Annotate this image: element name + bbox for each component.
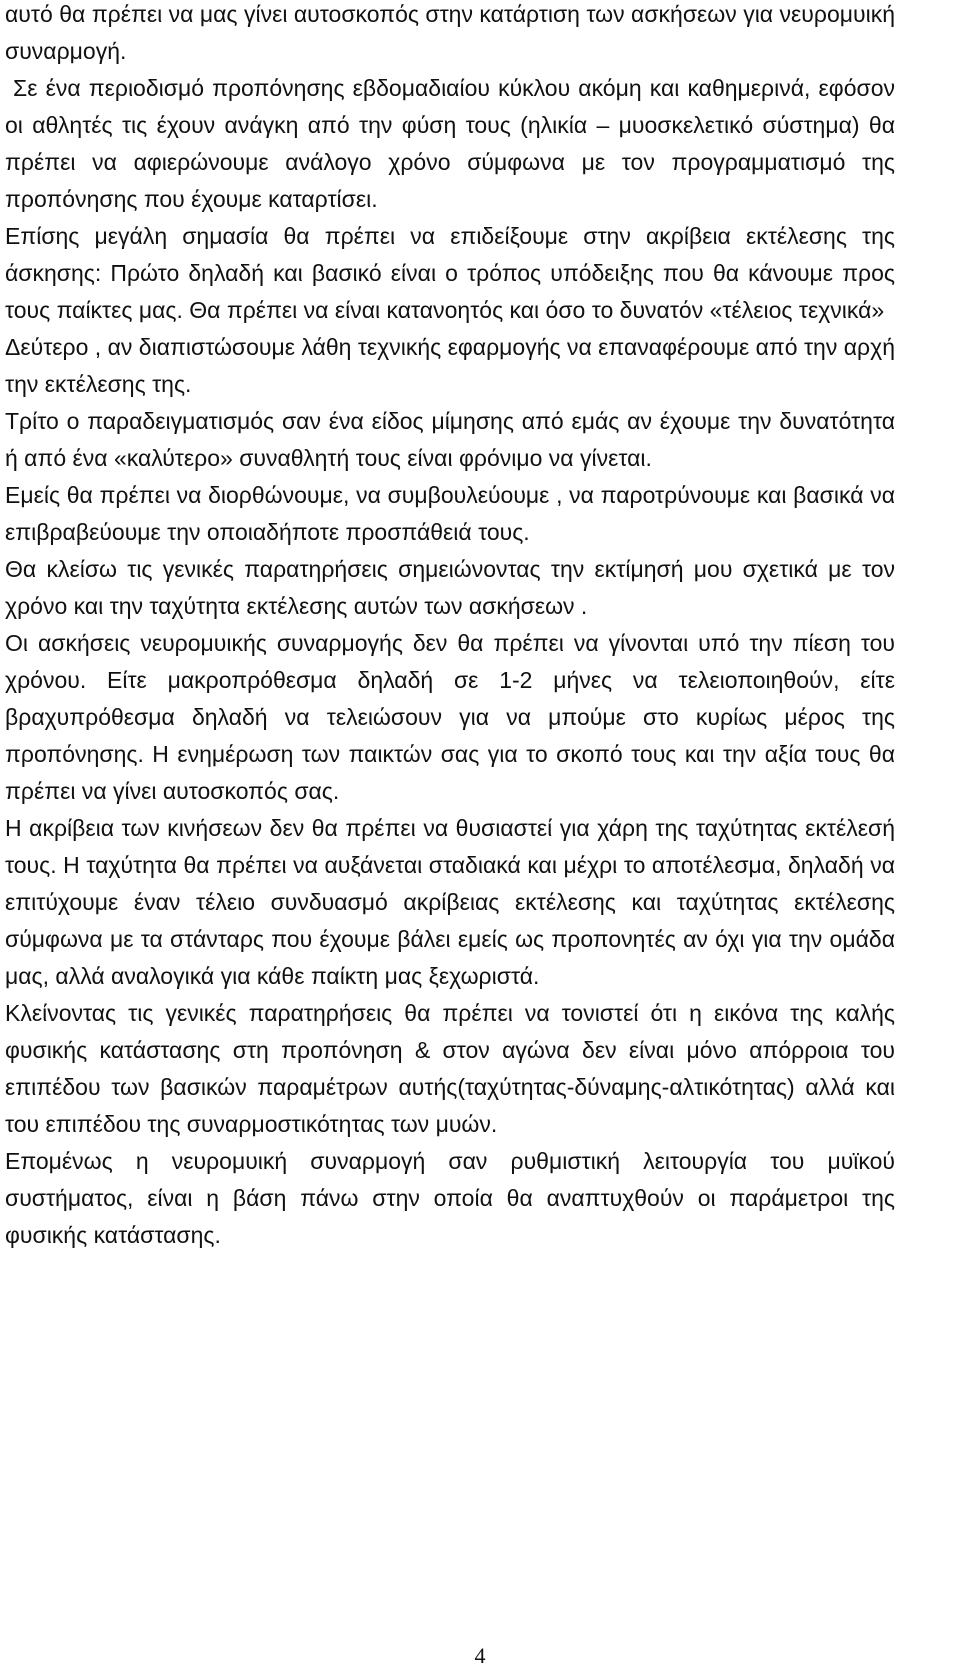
paragraph: Επομένως η νευρομυική συναρμογή σαν ρυθμιστική λειτουργία του μυϊκού συστήματος, είναι η βάση πάνω στην οποία θα αναπτυχθούν οι παράμετροι της φυσικής κατάστασης. bbox=[5, 1148, 895, 1248]
paragraph: Εμείς θα πρέπει να διορθώνουμε, να συμβουλεύουμε , να παροτρύνουμε και βασικά να επιβραβεύουμε την οποιαδήποτε προσπάθειά τους. bbox=[5, 482, 895, 545]
paragraph: Επίσης μεγάλη σημασία θα πρέπει να επιδείξουμε στην ακρίβεια εκτέλεσης της άσκησης: Πρώτο δηλαδή και βασικό είναι ο τρόπος υπόδειξης που θα κάνουμε προς τους παίκτες μας. Θα πρέπει να είναι κατανοητός και όσο το δυνατόν «τέλειος τεχνικά» bbox=[5, 223, 895, 323]
paragraph: Κλείνοντας τις γενικές παρατηρήσεις θα πρέπει να τονιστεί ότι η εικόνα της καλής φυσικής κατάστασης στη προπόνηση & στον αγώνα δεν είναι μόνο απόρροια του επιπέδου των βασικών παραμέτρων αυτής(ταχύτητας-δύναμης-αλτικότητας) αλλά και του επιπέδου της συναρμοστικότητας των μυών. bbox=[5, 1000, 895, 1137]
paragraph: Τρίτο ο παραδειγματισμός σαν ένα είδος μίμησης από εμάς αν έχουμε την δυνατότητα ή από ένα «καλύτερο» συναθλητή τους είναι φρόνιμο να γίνεται. bbox=[5, 408, 895, 471]
paragraph: αυτό θα πρέπει να μας γίνει αυτοσκοπός στην κατάρτιση των ασκήσεων για νευρομυική συναρμογή. bbox=[5, 1, 895, 64]
paragraph: Οι ασκήσεις νευρομυικής συναρμογής δεν θα πρέπει να γίνονται υπό την πίεση του χρόνου. Είτε μακροπρόθεσμα δηλαδή σε 1-2 μήνες να τελειοποιηθούν, είτε βραχυπρόθεσμα δηλαδή να τελειώσουν για να μπούμε στο κυρίως μέρος της προπόνησης. Η ενημέρωση των παικτών σας για το σκοπό τους και την αξία τους θα πρέπει να γίνει αυτοσκοπός σας. bbox=[5, 630, 895, 804]
paragraph: Η ακρίβεια των κινήσεων δεν θα πρέπει να θυσιαστεί για χάρη της ταχύτητας εκτέλεσή τους. Η ταχύτητα θα πρέπει να αυξάνεται σταδιακά και μέχρι το αποτέλεσμα, δηλαδή να επιτύχουμε έναν τέλειο συνδυασμό ακρίβειας εκτέλεσης και ταχύτητας εκτέλεσης σύμφωνα με τα στάνταρς που έχουμε βάλει εμείς ως προπονητές αν όχι για την ομάδα μας, αλλά αναλογικά για κάθε παίκτη μας ξεχωριστά. bbox=[5, 815, 895, 989]
paragraph: Σε ένα περιοδισμό προπόνησης εβδομαδιαίου κύκλου ακόμη και καθημερινά, εφόσον οι αθλητές τις έχουν ανάγκη από την φύση τους (ηλικία – μυοσκελετικό σύστημα) θα πρέπει να αφιερώνουμε ανάλογο χρόνο σύμφωνα με τον προγραμματισμό της προπόνησης που έχουμε καταρτίσει. bbox=[5, 75, 895, 212]
page-number: 4 bbox=[474, 1643, 486, 1668]
paragraph: Θα κλείσω τις γενικές παρατηρήσεις σημειώνοντας την εκτίμησή μου σχετικά με τον χρόνο και την ταχύτητα εκτέλεσης αυτών των ασκήσεων . bbox=[5, 556, 895, 619]
paragraph: Δεύτερο , αν διαπιστώσουμε λάθη τεχνικής εφαρμογής να επαναφέρουμε από την αρχή την εκτέλεσης της. bbox=[5, 334, 895, 397]
document-body bbox=[5, 0, 895, 1254]
